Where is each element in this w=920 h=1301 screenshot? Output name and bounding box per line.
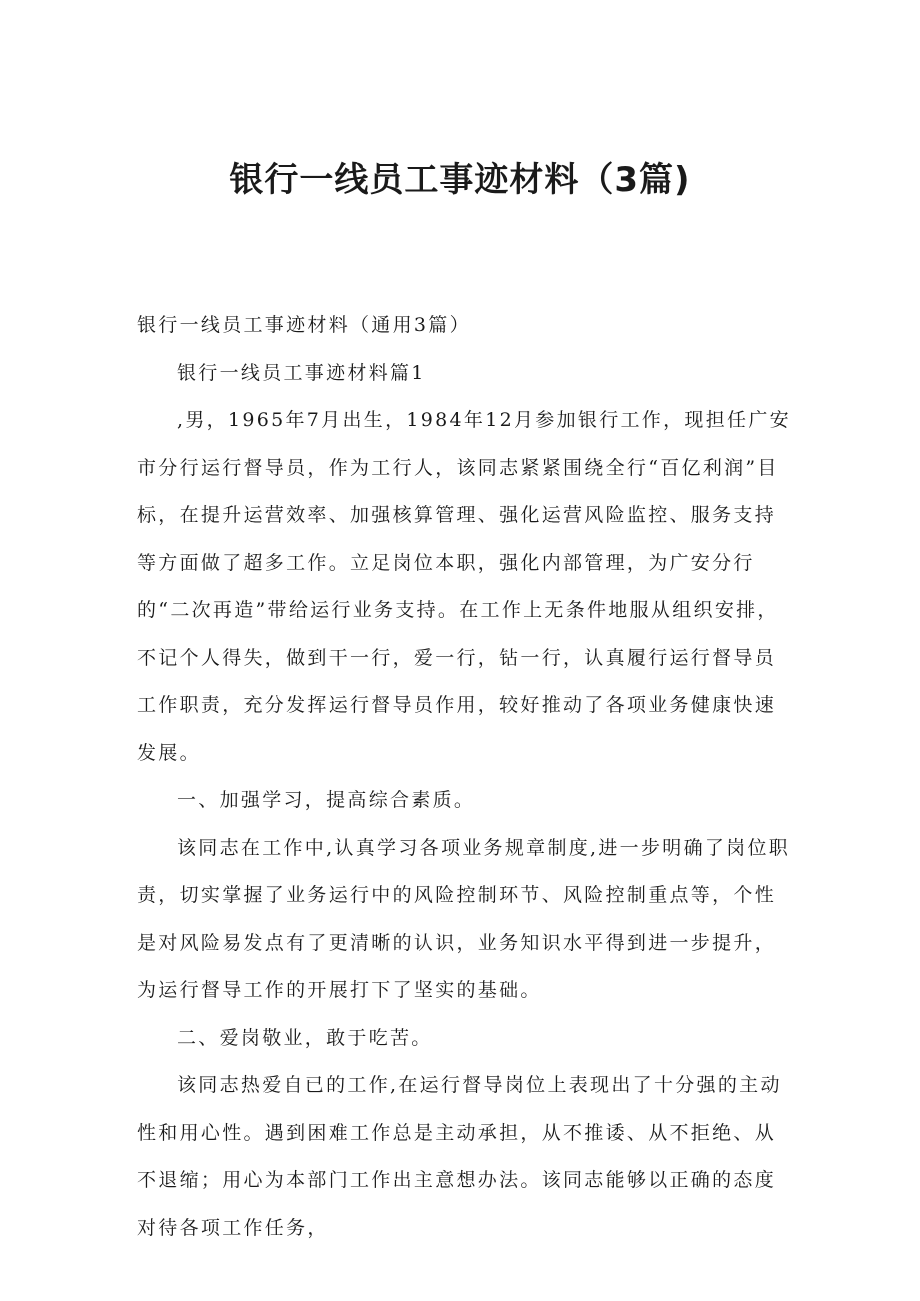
document-title: 银行一线员工事迹材料（3篇) xyxy=(229,160,691,200)
section-heading: 银行一线员工事迹材料篇1 xyxy=(177,361,426,384)
subheading: 一、加强学习，提高综合素质。 xyxy=(177,789,476,811)
document-body xyxy=(137,302,797,1252)
subheading: 二、爱岗敬业，敢于吃苦。 xyxy=(177,1026,433,1049)
document-subtitle: 银行一线员工事迹材料（通用3篇） xyxy=(137,314,471,336)
paragraph: 该同志热爱自已的工作,在运行督导岗位上表现出了十分强的主动性和用心性。遇到困难工作总是主动承担，从不推诿、从不拒绝、从不退缩；用心为本部门工作出主意想办法。该同志能够以正确的态度对待各项工作任务， xyxy=(137,1074,782,1239)
paragraph: ,男，1965年7月出生，1984年12月参加银行工作，现担任广安市分行运行督导员，作为工行人，该同志紧紧围绕全行“百亿利润”目标，在提升运营效率、加强核算管理、强化运营风险监控、服务支持等方面做了超多工作。立足岗位本职，强化内部管理，为广安分行的“二次再造”带给运行业务支持。在工作上无条件地服从组织安排，不记个人得失，做到干一行，爱一行，钻一行，认真履行运行督导员工作职责，充分发挥运行督导员作用，较好推动了各项业务健康快速发展。 xyxy=(137,409,791,764)
paragraph: 该同志在工作中,认真学习各项业务规章制度,进一步明确了岗位职责，切实掌握了业务运行中的风险控制环节、风险控制重点等，个性是对风险易发点有了更清晰的认识，业务知识水平得到进一步提升，为运行督导工作的开展打下了坚实的基础。 xyxy=(137,836,791,1001)
